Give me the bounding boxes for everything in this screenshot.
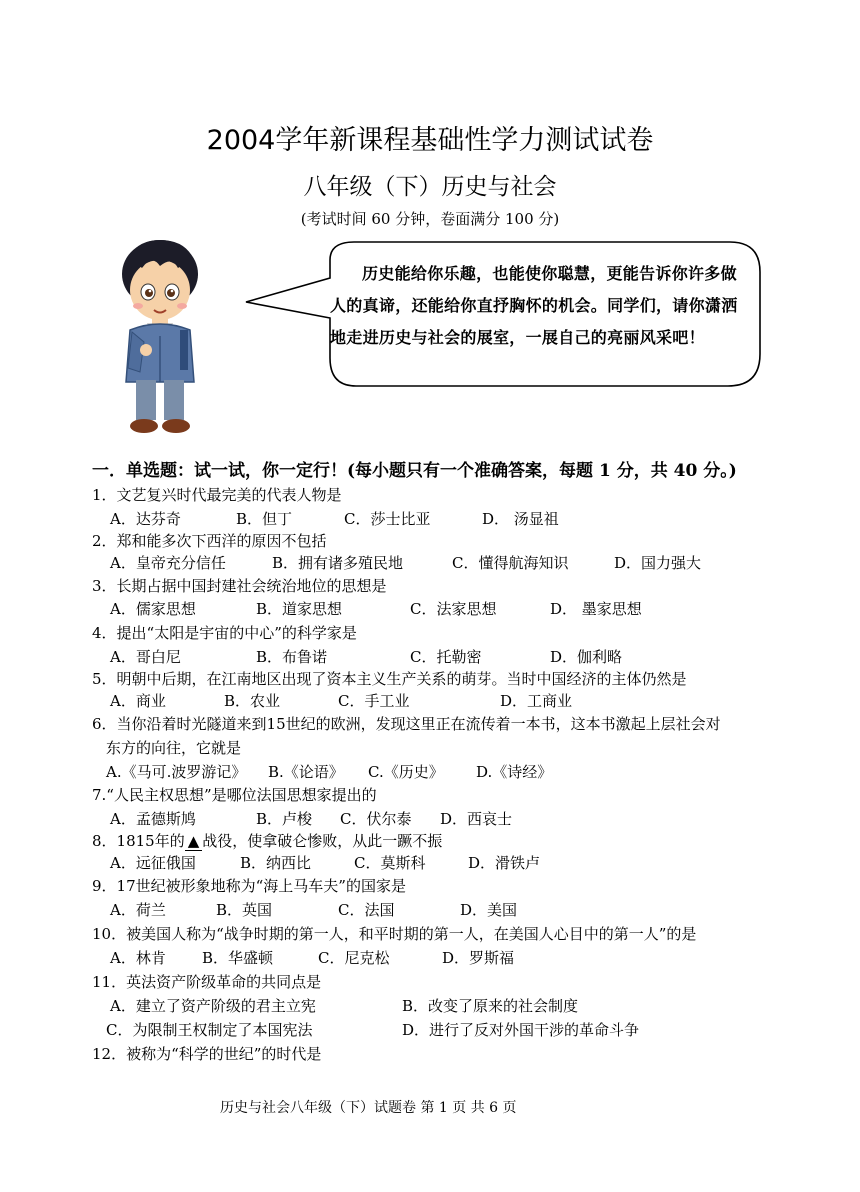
- option-d: D．滑铁卢: [468, 854, 541, 872]
- option-a: A．商业: [110, 692, 166, 710]
- option-c: C．尼克松: [318, 949, 390, 967]
- question-12: 12．被称为“科学的世纪”的时代是: [92, 1045, 322, 1063]
- option-b: B．改变了原来的社会制度: [402, 997, 579, 1015]
- option-b: B．卢梭: [256, 810, 313, 828]
- student-cartoon-illustration: [108, 232, 212, 440]
- page-subtitle: 八年级（下）历史与社会: [303, 174, 557, 200]
- answer-blank: ▲: [185, 832, 203, 851]
- option-c: C．莎士比亚: [344, 510, 431, 528]
- option-c: C.《历史》: [368, 763, 444, 781]
- option-a: A．建立了资产阶级的君主立宪: [110, 997, 316, 1015]
- option-a: A．皇帝充分信任: [110, 554, 226, 572]
- option-d: D．罗斯福: [442, 949, 515, 967]
- option-a: A．林肯: [110, 949, 166, 967]
- question-4: 4．提出“太阳是宇宙的中心”的科学家是: [92, 624, 357, 642]
- exam-info: (考试时间 60 分钟，卷面满分 100 分): [300, 210, 560, 228]
- question-1: 1．文艺复兴时代最完美的代表人物是: [92, 486, 342, 504]
- option-d: D．西哀士: [440, 810, 513, 828]
- question-6-continuation: 东方的向往，它就是: [106, 739, 242, 757]
- option-d: D． 墨家思想: [550, 600, 642, 618]
- option-b: B．但丁: [236, 510, 293, 528]
- option-b: B．布鲁诺: [256, 648, 328, 666]
- question-10: 10．被美国人称为“战争时期的第一人，和平时期的第一人，在美国人心目中的第一人”的是: [92, 925, 697, 943]
- question-11: 11．英法资产阶级革命的共同点是: [92, 973, 322, 991]
- option-c: C．莫斯科: [354, 854, 426, 872]
- option-b: B．农业: [224, 692, 281, 710]
- option-b: B．道家思想: [256, 600, 343, 618]
- option-a: A．孟德斯鸠: [110, 810, 196, 828]
- question-3: 3．长期占据中国封建社会统治地位的思想是: [92, 577, 387, 595]
- option-d: D．国力强大: [614, 554, 702, 572]
- option-a: A．达芬奇: [110, 510, 181, 528]
- question-8-text-before: 8．1815年的: [92, 832, 185, 850]
- option-c: C．手工业: [338, 692, 410, 710]
- option-c: C．托勒密: [410, 648, 482, 666]
- option-d: D．伽利略: [550, 648, 623, 666]
- option-b: B．华盛顿: [202, 949, 274, 967]
- option-b: B.《论语》: [268, 763, 344, 781]
- page-title: 2004学年新课程基础性学力测试试卷: [206, 125, 654, 156]
- page-footer: 历史与社会八年级（下）试题卷 第 1 页 共 6 页: [220, 1100, 517, 1116]
- option-a: A.《马可.波罗游记》: [106, 763, 247, 781]
- option-d: D．进行了反对外国干涉的革命斗争: [402, 1021, 640, 1039]
- question-8: [92, 830, 442, 851]
- question-8-text-after: 战役，使拿破仑惨败，从此一蹶不振: [202, 832, 443, 850]
- option-a: A．哥白尼: [110, 648, 181, 666]
- option-c: C．伏尔泰: [340, 810, 412, 828]
- option-a: A．远征俄国: [110, 854, 196, 872]
- option-b: B．英国: [216, 901, 273, 919]
- option-a: A．儒家思想: [110, 600, 196, 618]
- option-d: D．美国: [460, 901, 518, 919]
- option-b: B．纳西比: [240, 854, 312, 872]
- question-2: 2．郑和能多次下西洋的原因不包括: [92, 532, 327, 550]
- option-a: A．荷兰: [110, 901, 166, 919]
- option-c: C．法家思想: [410, 600, 497, 618]
- question-5: 5．明朝中后期，在江南地区出现了资本主义生产关系的萌芽。当时中国经济的主体仍然是: [92, 670, 687, 688]
- question-9: 9．17世纪被形象地称为“海上马车夫”的国家是: [92, 877, 406, 895]
- option-c: C．法国: [338, 901, 395, 919]
- option-d: D.《诗经》: [476, 763, 553, 781]
- option-c: C．懂得航海知识: [452, 554, 569, 572]
- option-d: D． 汤显祖: [482, 510, 559, 528]
- option-b: B．拥有诸多殖民地: [272, 554, 404, 572]
- question-7: 7.“人民主权思想”是哪位法国思想家提出的: [92, 786, 377, 804]
- intro-paragraph: 历史能给你乐趣，也能使你聪慧，更能告诉你许多做人的真谛，还能给你直抒胸怀的机会。同学们，请你潇洒地走进历史与社会的展室，一展自己的亮丽风采吧！: [330, 264, 738, 347]
- question-6: 6．当你沿着时光隧道来到15世纪的欧洲，发现这里正在流传着一本书，这本书激起上层社会对: [92, 715, 721, 733]
- option-c: C．为限制王权制定了本国宪法: [106, 1021, 313, 1039]
- option-d: D．工商业: [500, 692, 573, 710]
- section-heading: 一．单选题：试一试，你一定行！(每小题只有一个准确答案，每题 1 分，共 40 分。): [92, 461, 737, 481]
